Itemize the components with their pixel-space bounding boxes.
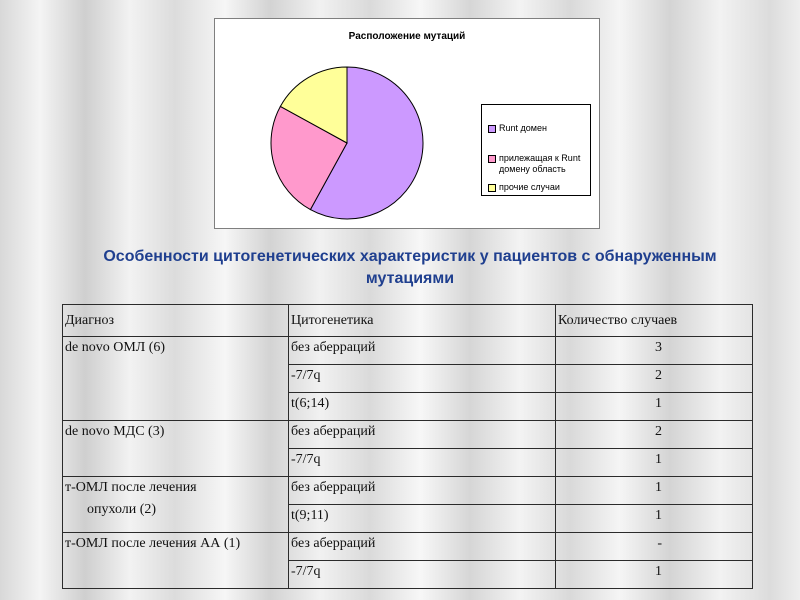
cytogenetics-cell: t(9;11) (289, 505, 556, 533)
cytogenetics-cell: без аберраций (289, 477, 556, 505)
count-cell: - (556, 533, 753, 561)
cytogenetics-cell: -7/7q (289, 561, 556, 589)
diagnosis-cell: de novo ОМЛ (6) (63, 337, 289, 421)
table-row (63, 477, 753, 505)
diagnosis-cell: de novo МДС (3) (63, 421, 289, 477)
header-cytogenetics: Цитогенетика (289, 305, 556, 337)
diagnosis-cell: т-ОМЛ после лечения АА (1) (63, 533, 289, 589)
table-row (63, 533, 753, 561)
cytogenetics-cell: t(6;14) (289, 393, 556, 421)
diagnosis-line: т-ОМЛ после лечения (65, 480, 197, 495)
count-cell: 1 (556, 561, 753, 589)
count-cell: 1 (556, 393, 753, 421)
count-cell: 3 (556, 337, 753, 365)
chart-title: Расположение мутаций (348, 31, 466, 42)
legend-swatch-adjacent (488, 155, 496, 163)
diagnosis-line: опухоли (2) (87, 502, 157, 517)
legend-swatch-runt (488, 125, 496, 133)
cytogenetics-cell: без аберраций (289, 533, 556, 561)
table-row (63, 421, 753, 449)
count-cell: 2 (556, 421, 753, 449)
page-heading: Особенности цитогенетических характеристик у пациентов с обнаруженным мутациями (103, 248, 717, 287)
diagnosis-cell (63, 477, 289, 533)
header-count: Количество случаев (556, 305, 753, 337)
pie-chart-panel (214, 18, 600, 229)
count-cell: 2 (556, 365, 753, 393)
count-cell: 1 (556, 449, 753, 477)
legend-label-runt: Runt домен (499, 123, 547, 133)
header-diagnosis: Диагноз (63, 305, 289, 337)
cytogenetics-cell: без аберраций (289, 337, 556, 365)
count-cell: 1 (556, 477, 753, 505)
legend-swatch-other (488, 184, 496, 192)
table-header-row (63, 305, 753, 337)
cytogenetics-cell: -7/7q (289, 449, 556, 477)
cytogenetics-cell: -7/7q (289, 365, 556, 393)
count-cell: 1 (556, 505, 753, 533)
table-row (63, 337, 753, 365)
legend-label-other: прочие случаи (499, 182, 560, 192)
legend-label-adjacent: прилежащая к Runt домену область (499, 153, 581, 174)
chart-legend (481, 104, 591, 196)
cytogenetics-cell: без аберраций (289, 421, 556, 449)
cytogenetics-table (62, 304, 753, 589)
